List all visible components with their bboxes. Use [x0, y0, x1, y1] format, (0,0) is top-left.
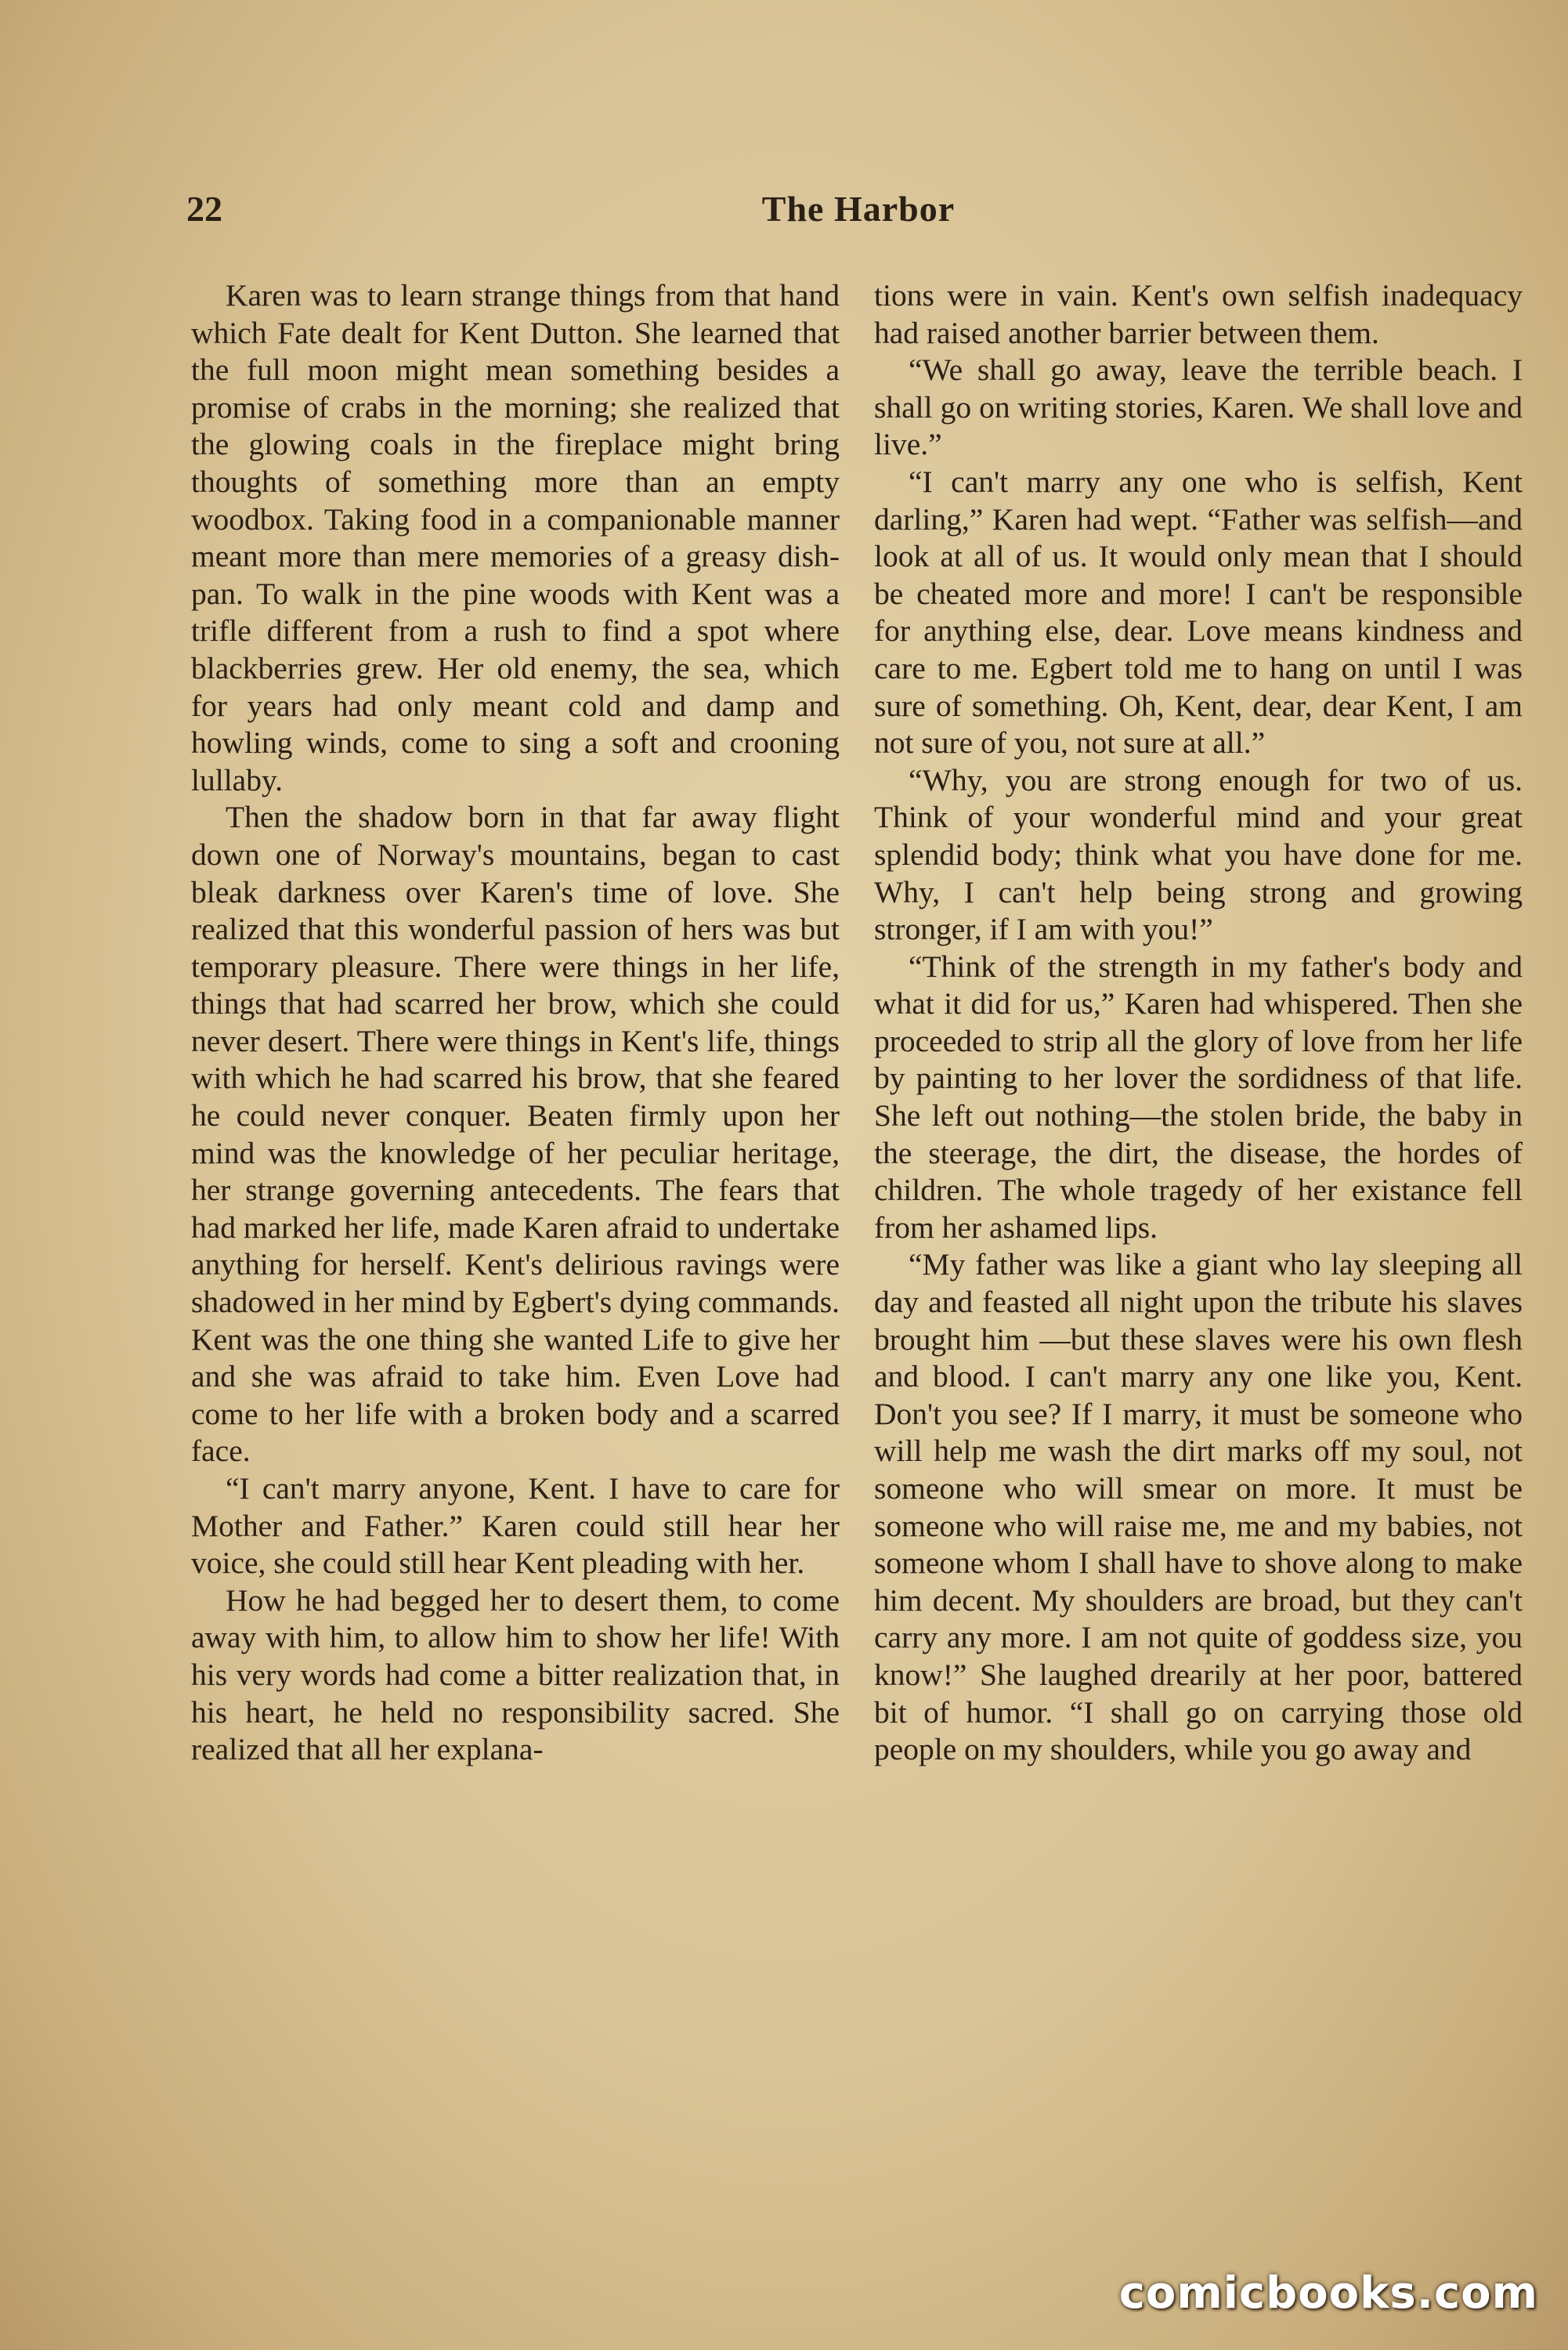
watermark: comicbooks.com [1118, 2268, 1538, 2319]
paragraph: How he had begged her to desert them, to come away with him, to allow him to show her life! With his very words had come a bitter realization that, in his heart, he held no responsibility sacred. She realized that all her explana- [191, 1582, 840, 1767]
running-title: The Harbor [761, 189, 956, 229]
paragraph: Karen was to learn strange things from that hand which Fate dealt for Kent Dutton. She learned that the full moon might mean something besides a promise of crabs in the morning; she realized that the glowing coals in the fireplace might bring thoughts of something more than an empty woodbox. Taking food in a companionable manner meant more than mere memories of a greasy dish-pan. To walk in the pine woods with Kent was a trifle different from a rush to find a spot where blackberries grew. Her old enemy, the sea, which for years had only meant cold and damp and howling winds, come to sing a soft and crooning lullaby. [191, 278, 840, 797]
left-column [191, 277, 840, 1769]
paragraph: Then the shadow born in that far away flight down one of Norway's mountains, began to cast bleak darkness over Karen's time of love. She realized that this wonderful passion of hers was but temporary pleasure. There were things in her life, things that had scarred her brow, which she could never desert. There were things in Kent's life, things with which he had scarred his brow, that she feared he could never conquer. Beaten firmly upon her mind was the knowledge of her peculiar heritage, her strange governing antecedents. The fears that had marked her life, made Karen afraid to undertake anything for herself. Kent's delirious ravings were shadowed in her mind by Egbert's dying commands. Kent was the one thing she wanted Life to give her and she was afraid to take him. Even Love had come to her life with a broken body and a scarred face. [191, 800, 840, 1469]
page-number: 22 [186, 189, 222, 229]
page-header [186, 188, 1530, 251]
paragraph: “I can't marry anyone, Kent. I have to care for Mother and Father.” Karen could still hear her voice, she could still hear Kent pleading with her. [191, 1471, 840, 1581]
paragraph: “I can't marry any one who is selfish, Kent darling,” Karen had wept. “Father was selfish—and look at all of us. It would only mean that I should be cheated more and more! I can't be responsible for anything else, dear. Love means kindness and care to me. Egbert told me to hang on until I was sure of something. Oh, Kent, dear, dear Kent, I am not sure of you, not sure at all.” [874, 464, 1523, 761]
right-column [874, 277, 1523, 1769]
paragraph: “My father was like a giant who lay sleeping all day and feasted all night upon the tribute his slaves brought him —but these slaves were his own flesh and blood. I can't marry any one like you, Kent. Don't you see? If I marry, it must be someone who will help me wash the dirt marks off my soul, not someone who will smear on more. It must be someone who will raise me, me and my babies, not someone whom I shall have to shove along to make him decent. My shoulders are broad, but they can't carry any more. I am not quite of goddess size, you know!” She laughed drearily at her poor, battered bit of humor. “I shall go on carrying those old people on my shoulders, while you go away and [874, 1247, 1523, 1767]
paragraph: “Why, you are strong enough for two of us. Think of your wonderful mind and your great splendid body; think what you have done for me. Why, I can't help being strong and growing stronger, if I am with you!” [874, 762, 1523, 947]
paragraph: “Think of the strength in my father's body and what it did for us,” Karen had whispered. Then she proceeded to strip all the glory of love from her life by painting to her lover the sordidness of that life. She left out nothing—the stolen bride, the baby in the steerage, the dirt, the disease, the hordes of children. The whole tragedy of her existance fell from her ashamed lips. [874, 949, 1523, 1245]
paragraph-continuation: tions were in vain. Kent's own selfish inadequacy had raised another barrier between them. [874, 278, 1523, 350]
paragraph: “We shall go away, leave the terrible beach. I shall go on writing stories, Karen. We shall love and live.” [874, 352, 1523, 462]
